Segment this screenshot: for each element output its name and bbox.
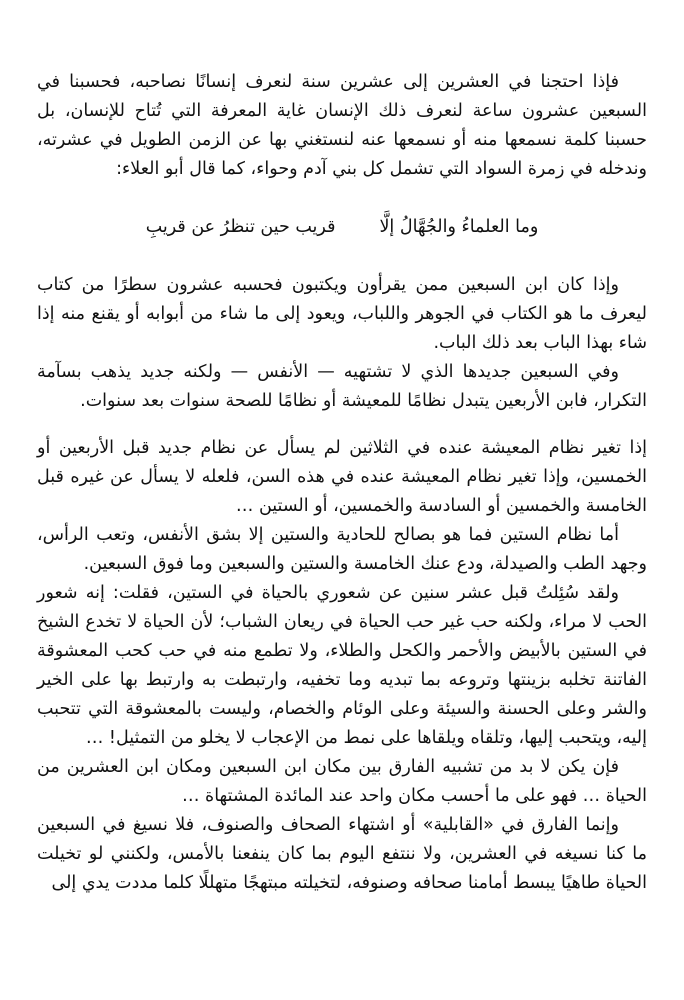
book-page xyxy=(37,68,647,898)
spacer xyxy=(37,416,647,434)
paragraph-8: وإنما الفارق في «القابلية» أو اشتهاء الصحاف والصنوف، فلا نسيغ في السبعين ما كنا نسيغه في العشرين، ولا ننتفع اليوم بما كان ينفعنا بالأمس، ولكنني لو تخيلت الحياة طاهيًا يبسط أمامنا صحافه وصنوفه، لتخيلته مبتهجًا متهللًا كلما مددت يدي إلى xyxy=(37,815,647,893)
verse-second-hemistich: قريب حين تنظرُ عن قريبِ xyxy=(145,217,336,237)
verse-first-hemistich: وما العلماءُ والجُهَّالُ إلَّا xyxy=(379,217,539,237)
paragraph-3: وفي السبعين جديدها الذي لا تشتهيه — الأنفس — ولكنه جديد يذهب بسآمة التكرار، فابن الأربعين يتبدل نظامًا للمعيشة أو نظامًا للصحة سنوات بعد سنوات. xyxy=(37,362,647,411)
paragraph-2: وإذا كان ابن السبعين ممن يقرأون ويكتبون فحسبه عشرون سطرًا من كتاب ليعرف ما هو الكتاب في الجوهر واللباب، ويعود إلى ما شاء من أبوابه أو يقنع منه إذا شاء بهذا الباب بعد ذلك الباب. xyxy=(37,275,647,353)
spacer xyxy=(37,242,647,271)
paragraph-6: ولقد سُئِلتُ قبل عشر سنين عن شعوري بالحياة في الستين، فقلت: إنه شعور الحب لا مراء، ولكنه حب غير حب الحياة في ريعان الشباب؛ لأن الحياة لا تخدع الشيخ في الستين بالأبيض والأحمر والكحل والطلاء، ولا تطمع منه في حب كحب المعشوقة الفاتنة تخلبه بزينتها وتروعه بما تبديه وما تخفيه، وارتبطت به وارتبط بها على الخير والشر وعلى الحسنة والسيئة وعلى الوئام والخصام، وليست بالمعشوقة التي تتحبب إليه، ويتحبب إليها، وتلقاه ويلقاها على نمط من الإعجاب لا يخلو من التمثيل! … xyxy=(37,583,647,748)
paragraph-7: فإن يكن لا بد من تشبيه الفارق بين مكان ابن السبعين ومكان ابن العشرين من الحياة … فهو على ما أحسب مكان واحد عند المائدة المشتهاة … xyxy=(37,757,647,806)
paragraph-5: أما نظام الستين فما هو بصالح للحادية والستين إلا بشق الأنفس، وتعب الرأس، وجهد الطب والصيدلة، ودع عنك الخامسة والستين والسبعين وما فوق السبعين. xyxy=(37,525,647,574)
paragraph-1: فإذا احتجنا في العشرين إلى عشرين سنة لنعرف إنسانًا نصاحبه، فحسبنا في السبعين عشرون ساعة لنعرف ذلك الإنسان غاية المعرفة التي تُتاح للإنسان، بل حسبنا كلمة نسمعها منه أو نسمعها عنه لنستغني بها عن الزمن الطويل في عشرته، وندخله في زمرة السواد التي تشمل كل بني آدم وحواء، كما قال أبو العلاء: xyxy=(37,72,647,179)
poetry-verse xyxy=(37,213,647,242)
paragraph-4: إذا تغير نظام المعيشة عنده في الثلاثين لم يسأل عن نظام جديد قبل الأربعين أو الخمسين، وإذا تغير نظام المعيشة عنده في هذه السن، فلعله لا يسأل عن غيره قبل الخامسة والخمسين أو السادسة والخمسين، أو الستين … xyxy=(37,438,647,516)
spacer xyxy=(37,184,647,213)
